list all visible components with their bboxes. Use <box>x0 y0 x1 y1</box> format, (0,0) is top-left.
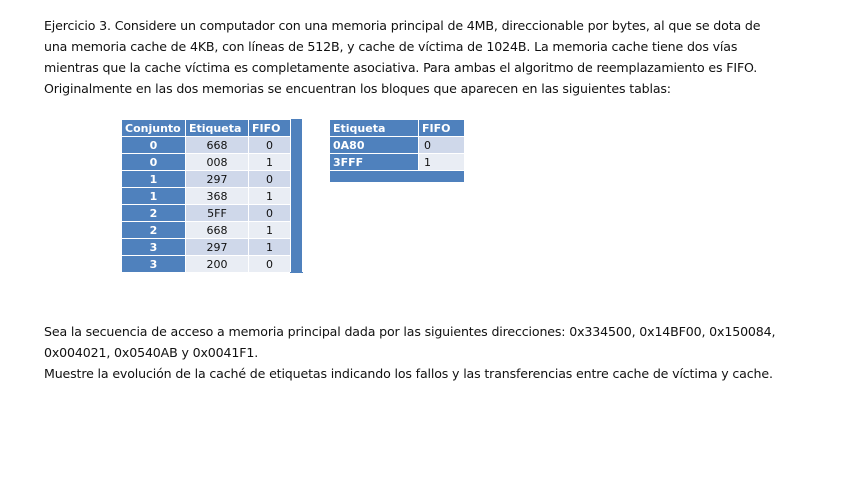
header-fifo: FIFO <box>419 120 465 137</box>
table-row <box>122 171 303 188</box>
exercise-statement <box>44 15 760 99</box>
cell-conjunto: 3 <box>122 239 186 256</box>
table-side-band <box>291 120 303 273</box>
question-line: Sea la secuencia de acceso a memoria principal dada por las siguientes direcciones: 0x334500, 0x14BF00, 0x150084, <box>44 324 776 339</box>
question-line: 0x004021, 0x0540AB y 0x0041F1. <box>44 345 259 360</box>
table-row <box>122 154 303 171</box>
cell-conjunto: 3 <box>122 256 186 273</box>
cell-etiqueta: 5FF <box>186 205 249 222</box>
cell-fifo: 1 <box>419 154 465 171</box>
cell-conjunto: 2 <box>122 222 186 239</box>
cell-fifo: 1 <box>249 188 291 205</box>
table-row <box>122 256 303 273</box>
cell-fifo: 1 <box>249 154 291 171</box>
cell-etiqueta: 297 <box>186 239 249 256</box>
cell-etiqueta: 297 <box>186 171 249 188</box>
table-row <box>122 188 303 205</box>
table-row <box>122 222 303 239</box>
cell-etiqueta: 008 <box>186 154 249 171</box>
cell-fifo: 0 <box>249 205 291 222</box>
cell-etiqueta: 368 <box>186 188 249 205</box>
exercise-question <box>44 321 775 384</box>
question-line: Muestre la evolución de la caché de etiquetas indicando los fallos y las transferencias entre cache de víctima y cache. <box>44 366 773 381</box>
statement-line: Ejercicio 3. Considere un computador con una memoria principal de 4MB, direccionable por bytes, al que se dota de <box>44 18 761 33</box>
cell-etiqueta: 200 <box>186 256 249 273</box>
cell-conjunto: 0 <box>122 137 186 154</box>
table-footer-band <box>330 171 465 183</box>
table-header-row <box>122 120 303 137</box>
header-etiqueta: Etiqueta <box>186 120 249 137</box>
cell-conjunto: 2 <box>122 205 186 222</box>
cell-fifo: 1 <box>249 222 291 239</box>
statement-line: mientras que la cache víctima es completamente asociativa. Para ambas el algoritmo de reemplazamiento es FIFO. <box>44 60 758 75</box>
cell-etiqueta: 668 <box>186 222 249 239</box>
cell-fifo: 0 <box>249 137 291 154</box>
table-footer-row <box>330 171 465 183</box>
cell-fifo: 0 <box>419 137 465 154</box>
cell-conjunto: 1 <box>122 171 186 188</box>
table-row <box>122 239 303 256</box>
cell-fifo: 0 <box>249 171 291 188</box>
table-row <box>122 205 303 222</box>
cell-conjunto: 0 <box>122 154 186 171</box>
table-header-row <box>330 120 465 137</box>
cell-etiqueta: 0A80 <box>330 137 419 154</box>
header-etiqueta: Etiqueta <box>330 120 419 137</box>
cell-fifo: 0 <box>249 256 291 273</box>
statement-line: una memoria cache de 4KB, con líneas de 512B, y cache de víctima de 1024B. La memoria cache tiene dos vías <box>44 39 738 54</box>
cell-etiqueta: 3FFF <box>330 154 419 171</box>
table-row <box>122 137 303 154</box>
cell-conjunto: 1 <box>122 188 186 205</box>
table-row <box>330 154 465 171</box>
table-row <box>330 137 465 154</box>
header-fifo: FIFO <box>249 120 291 137</box>
cache-tag-table <box>121 119 303 273</box>
cell-fifo: 1 <box>249 239 291 256</box>
header-conjunto: Conjunto <box>122 120 186 137</box>
cell-etiqueta: 668 <box>186 137 249 154</box>
statement-line: Originalmente en las dos memorias se encuentran los bloques que aparecen en las siguientes tablas: <box>44 81 671 96</box>
victim-cache-table <box>329 119 465 183</box>
